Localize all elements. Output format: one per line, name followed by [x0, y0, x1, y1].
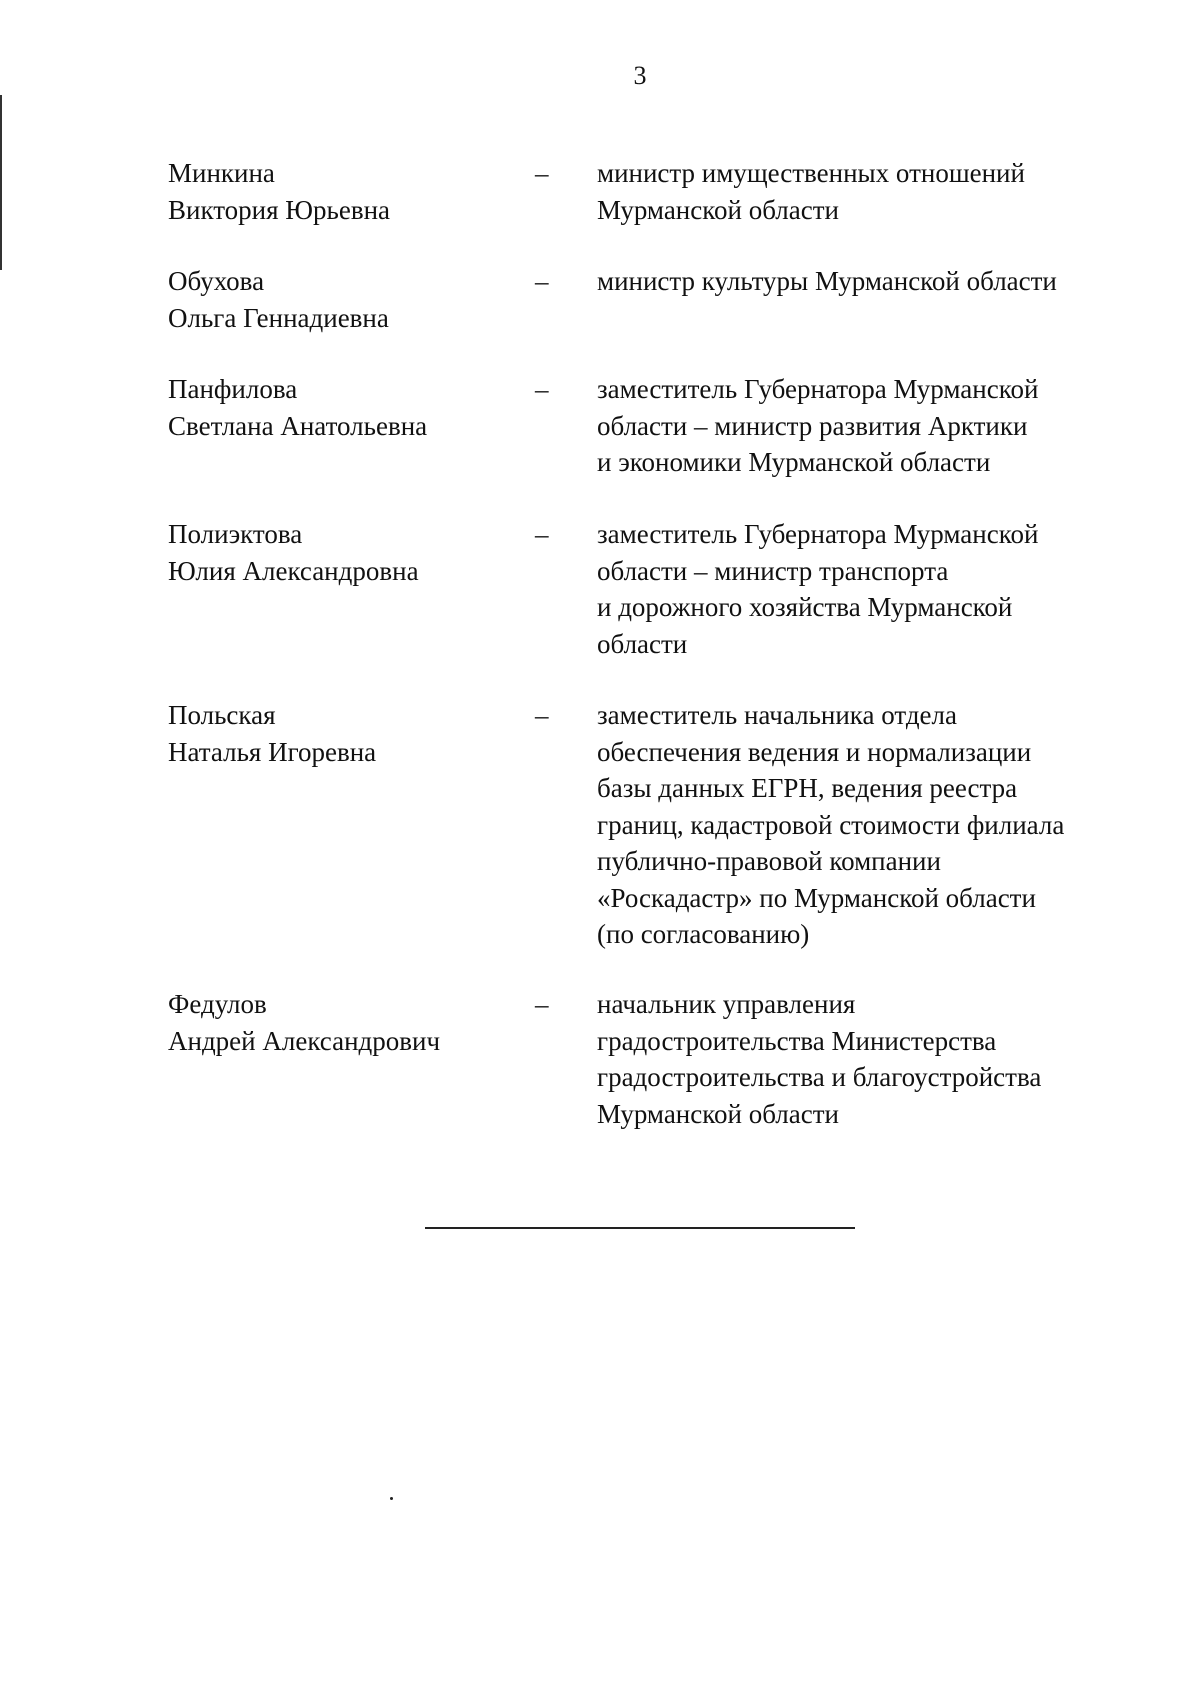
role-line: обеспечения ведения и нормализации: [597, 736, 1032, 767]
role-line: и экономики Мурманской области: [597, 447, 991, 477]
member-given-names: Наталья Игоревна: [168, 736, 377, 767]
entry-dash: –: [535, 519, 549, 549]
role-line: области – министр транспорта: [597, 555, 949, 586]
member-given-names: Виктория Юрьевна: [168, 194, 391, 225]
member-name: [168, 697, 508, 770]
role-line: заместитель Губернатора Мурманской: [597, 519, 1039, 549]
role-line: градостроительства Министерства: [597, 1025, 997, 1056]
role-line: заместитель начальника отдела: [597, 700, 957, 730]
member-given-names: Ольга Геннадиевна: [168, 302, 389, 333]
role-line: и дорожного хозяйства Мурманской: [597, 592, 1013, 622]
member-surname: Минкина: [168, 158, 275, 188]
member-given-names: Светлана Анатольевна: [168, 410, 428, 441]
page-number: 3: [633, 61, 647, 90]
role-line: области – министр развития Арктики: [597, 410, 1028, 441]
entry-dash: –: [535, 700, 549, 730]
member-surname: Польская: [168, 700, 276, 730]
entry-dash: –: [535, 158, 549, 188]
role-line: «Роскадастр» по Мурманской области: [597, 882, 1036, 913]
role-line: министр имущественных отношений: [597, 158, 1025, 188]
role-line: области: [597, 628, 688, 659]
role-line: базы данных ЕГРН, ведения реестра: [597, 773, 1018, 803]
role-line: Мурманской области: [597, 194, 839, 225]
member-role: [597, 263, 1157, 300]
role-line: начальник управления: [597, 989, 856, 1019]
member-given-names: Юлия Александровна: [168, 555, 419, 586]
role-line: публично-правовой компании: [597, 846, 941, 876]
role-line: (по согласованию): [597, 919, 810, 949]
closing-divider-line: [425, 1227, 855, 1229]
member-role: [597, 986, 1157, 1132]
role-line: заместитель Губернатора Мурманской: [597, 374, 1039, 404]
role-line: министр культуры Мурманской области: [597, 266, 1057, 296]
member-given-names: Андрей Александрович: [168, 1025, 441, 1056]
member-name: [168, 516, 508, 589]
entry-dash: –: [535, 266, 549, 296]
role-line: Мурманской области: [597, 1098, 839, 1129]
member-role: [597, 371, 1157, 481]
role-line: границ, кадастровой стоимости филиала: [597, 809, 1065, 840]
member-surname: Полиэктова: [168, 519, 303, 549]
margin-scan-mark: [0, 95, 2, 270]
member-name: [168, 371, 508, 444]
member-role: [597, 697, 1157, 953]
member-surname: Панфилова: [168, 374, 298, 404]
member-name: [168, 263, 508, 336]
member-name: [168, 986, 508, 1059]
role-line: градостроительства и благоустройства: [597, 1062, 1042, 1092]
member-name: [168, 155, 508, 228]
member-surname: Федулов: [168, 989, 267, 1019]
scan-speck: [390, 1497, 393, 1500]
entry-dash: –: [535, 374, 549, 404]
entry-dash: –: [535, 989, 549, 1019]
member-role: [597, 155, 1157, 228]
member-role: [597, 516, 1157, 662]
member-surname: Обухова: [168, 266, 265, 296]
